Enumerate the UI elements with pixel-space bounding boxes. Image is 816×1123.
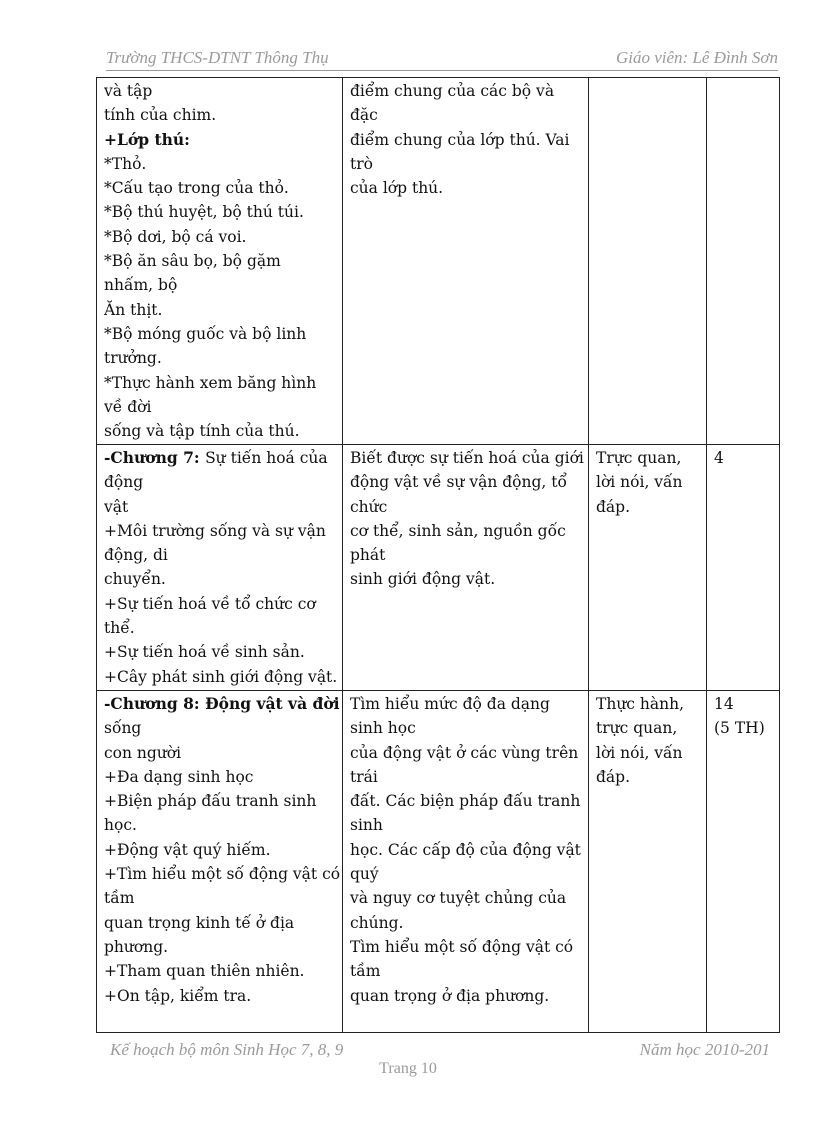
objective-line: trò [350,154,373,173]
content-line: trưởng. [104,349,162,368]
content-line: *Bộ thú huyệt, bộ thú túi. [104,203,304,222]
content-line: nhấm, bộ [104,276,178,295]
content-line: và tập [104,82,153,100]
content-line: +Cây phát sinh giới động vật. [104,667,338,686]
objective-line: điểm chung của các bộ và [350,82,555,100]
objective-line: của lớp thú. [350,179,444,198]
content-line: tầm [104,889,135,908]
objective-line: phát [350,546,386,565]
chapter-name-cont: vật [104,497,129,516]
objective-line: Tìm hiểu mức độ đa dạng [350,695,550,713]
content-line: *Thực hành xem băng hình [104,373,317,392]
method-line: Trực quan, [596,449,682,467]
method-line: đáp. [596,767,631,786]
chapter-label: -Chương 8: [104,694,206,713]
content-line: +Biện pháp đấu tranh sinh [104,792,317,811]
objective-line: sinh giới động vật. [350,570,496,589]
objective-line: trái [350,767,378,786]
header-teacher-name: Giáo viên: Lê Đình Sơn [615,48,778,67]
content-line: *Bộ ăn sâu bọ, bộ gặm [104,252,281,271]
chapter-name-cont: con người [104,743,182,762]
objective-line: sinh [350,816,383,835]
content-line: tính của chim. [104,106,217,125]
objective-line: chức [350,497,388,516]
content-line: động, di [104,546,168,565]
objective-line: cơ thể, sinh sản, nguồn gốc [350,521,566,540]
page-number: Trang 10 [379,1060,437,1077]
objective-line: đặc [350,106,378,125]
content-line: *Thỏ. [104,154,147,173]
method-line: trực quan, [596,719,678,738]
table-row [97,445,780,691]
chapter-name-cont: sống [104,719,142,738]
objective-line: của động vật ở các vùng trên [350,743,579,762]
objective-line: điểm chung của lớp thú. Vai [350,130,570,149]
header-school-name: Trường THCS-DTNT Thông Thụ [106,48,329,67]
content-line: +Tìm hiểu một số động vật có [104,865,341,884]
content-line: +Sự tiến hoá về sinh sản. [104,643,305,662]
content-line: *Bộ dơi, bộ cá voi. [104,227,247,246]
objective-line: chúng. [350,913,404,932]
content-line: +Động vật quý hiếm. [104,840,271,859]
content-line: học. [104,816,137,835]
objective-line: Biết được sự tiến hoá của giới [350,449,584,467]
content-line: +Môi trường sống và sự vận [104,521,326,540]
footer-school-year: Năm học 2010-201 [639,1040,770,1059]
periods-cell [707,445,780,691]
table-row [97,691,780,1033]
content-line: *Cấu tạo trong của thỏ. [104,179,289,198]
content-cell [97,78,343,445]
content-line: +On tập, kiểm tra. [104,986,252,1005]
objective-line: sinh học [350,719,416,738]
method-line: lời nói, vấn [596,743,683,762]
chapter-title [104,446,340,470]
chapter-name: Sự tiến hoá của [205,449,328,467]
lesson-plan-table [96,77,780,1033]
section-heading: +Lớp thú: [104,129,190,149]
content-line: thể. [104,619,135,638]
content-cell [97,691,343,1033]
objective-line: Tìm hiểu một số động vật có [350,937,574,956]
page-footer [110,1040,770,1062]
period-count: 14 [714,695,734,713]
chapter-title [104,692,340,716]
content-cell [97,445,343,691]
objectives-cell [343,445,589,691]
content-line: *Bộ móng guốc và bộ linh [104,324,307,343]
content-line: +Đa dạng sinh học [104,767,254,786]
objectives-cell [343,78,589,445]
content-line: +Tham quan thiên nhiên. [104,962,305,981]
periods-cell [707,78,780,445]
footer-subject-plan: Kế hoạch bộ môn Sinh Học 7, 8, 9 [110,1040,344,1059]
objectives-cell [343,691,589,1033]
objective-line: và nguy cơ tuyệt chủng của [350,889,567,908]
objective-line: quan trọng ở địa phương. [350,986,550,1005]
content-line: chuyển. [104,570,166,589]
methods-cell [589,445,707,691]
objective-line: tầm [350,962,381,981]
method-line: đáp. [596,497,631,516]
content-line: phương. [104,937,169,956]
chapter-name: Động vật và đời [205,694,340,713]
objective-line: đất. Các biện pháp đấu tranh [350,792,581,811]
objective-line: học. Các cấp độ của động vật [350,840,581,859]
objective-line: động vật về sự vận động, tổ [350,473,567,492]
content-line: quan trọng kinh tế ở địa [104,913,295,932]
period-count: 4 [714,449,724,467]
content-line: sống và tập tính của thú. [104,422,300,441]
table-row [97,78,780,445]
method-line: lời nói, vấn [596,473,683,492]
period-practice-note: (5 TH) [714,719,765,738]
page-header [106,48,778,71]
method-line: Thực hành, [596,695,685,713]
content-line: về đời [104,397,152,416]
content-line: Ăn thịt. [104,300,163,319]
chapter-label: -Chương 7: [104,448,206,467]
periods-cell [707,691,780,1033]
chapter-name-cont: động [104,473,144,492]
content-line: +Sự tiến hoá về tổ chức cơ [104,594,316,613]
methods-cell [589,691,707,1033]
methods-cell [589,78,707,445]
objective-line: quý [350,865,379,884]
